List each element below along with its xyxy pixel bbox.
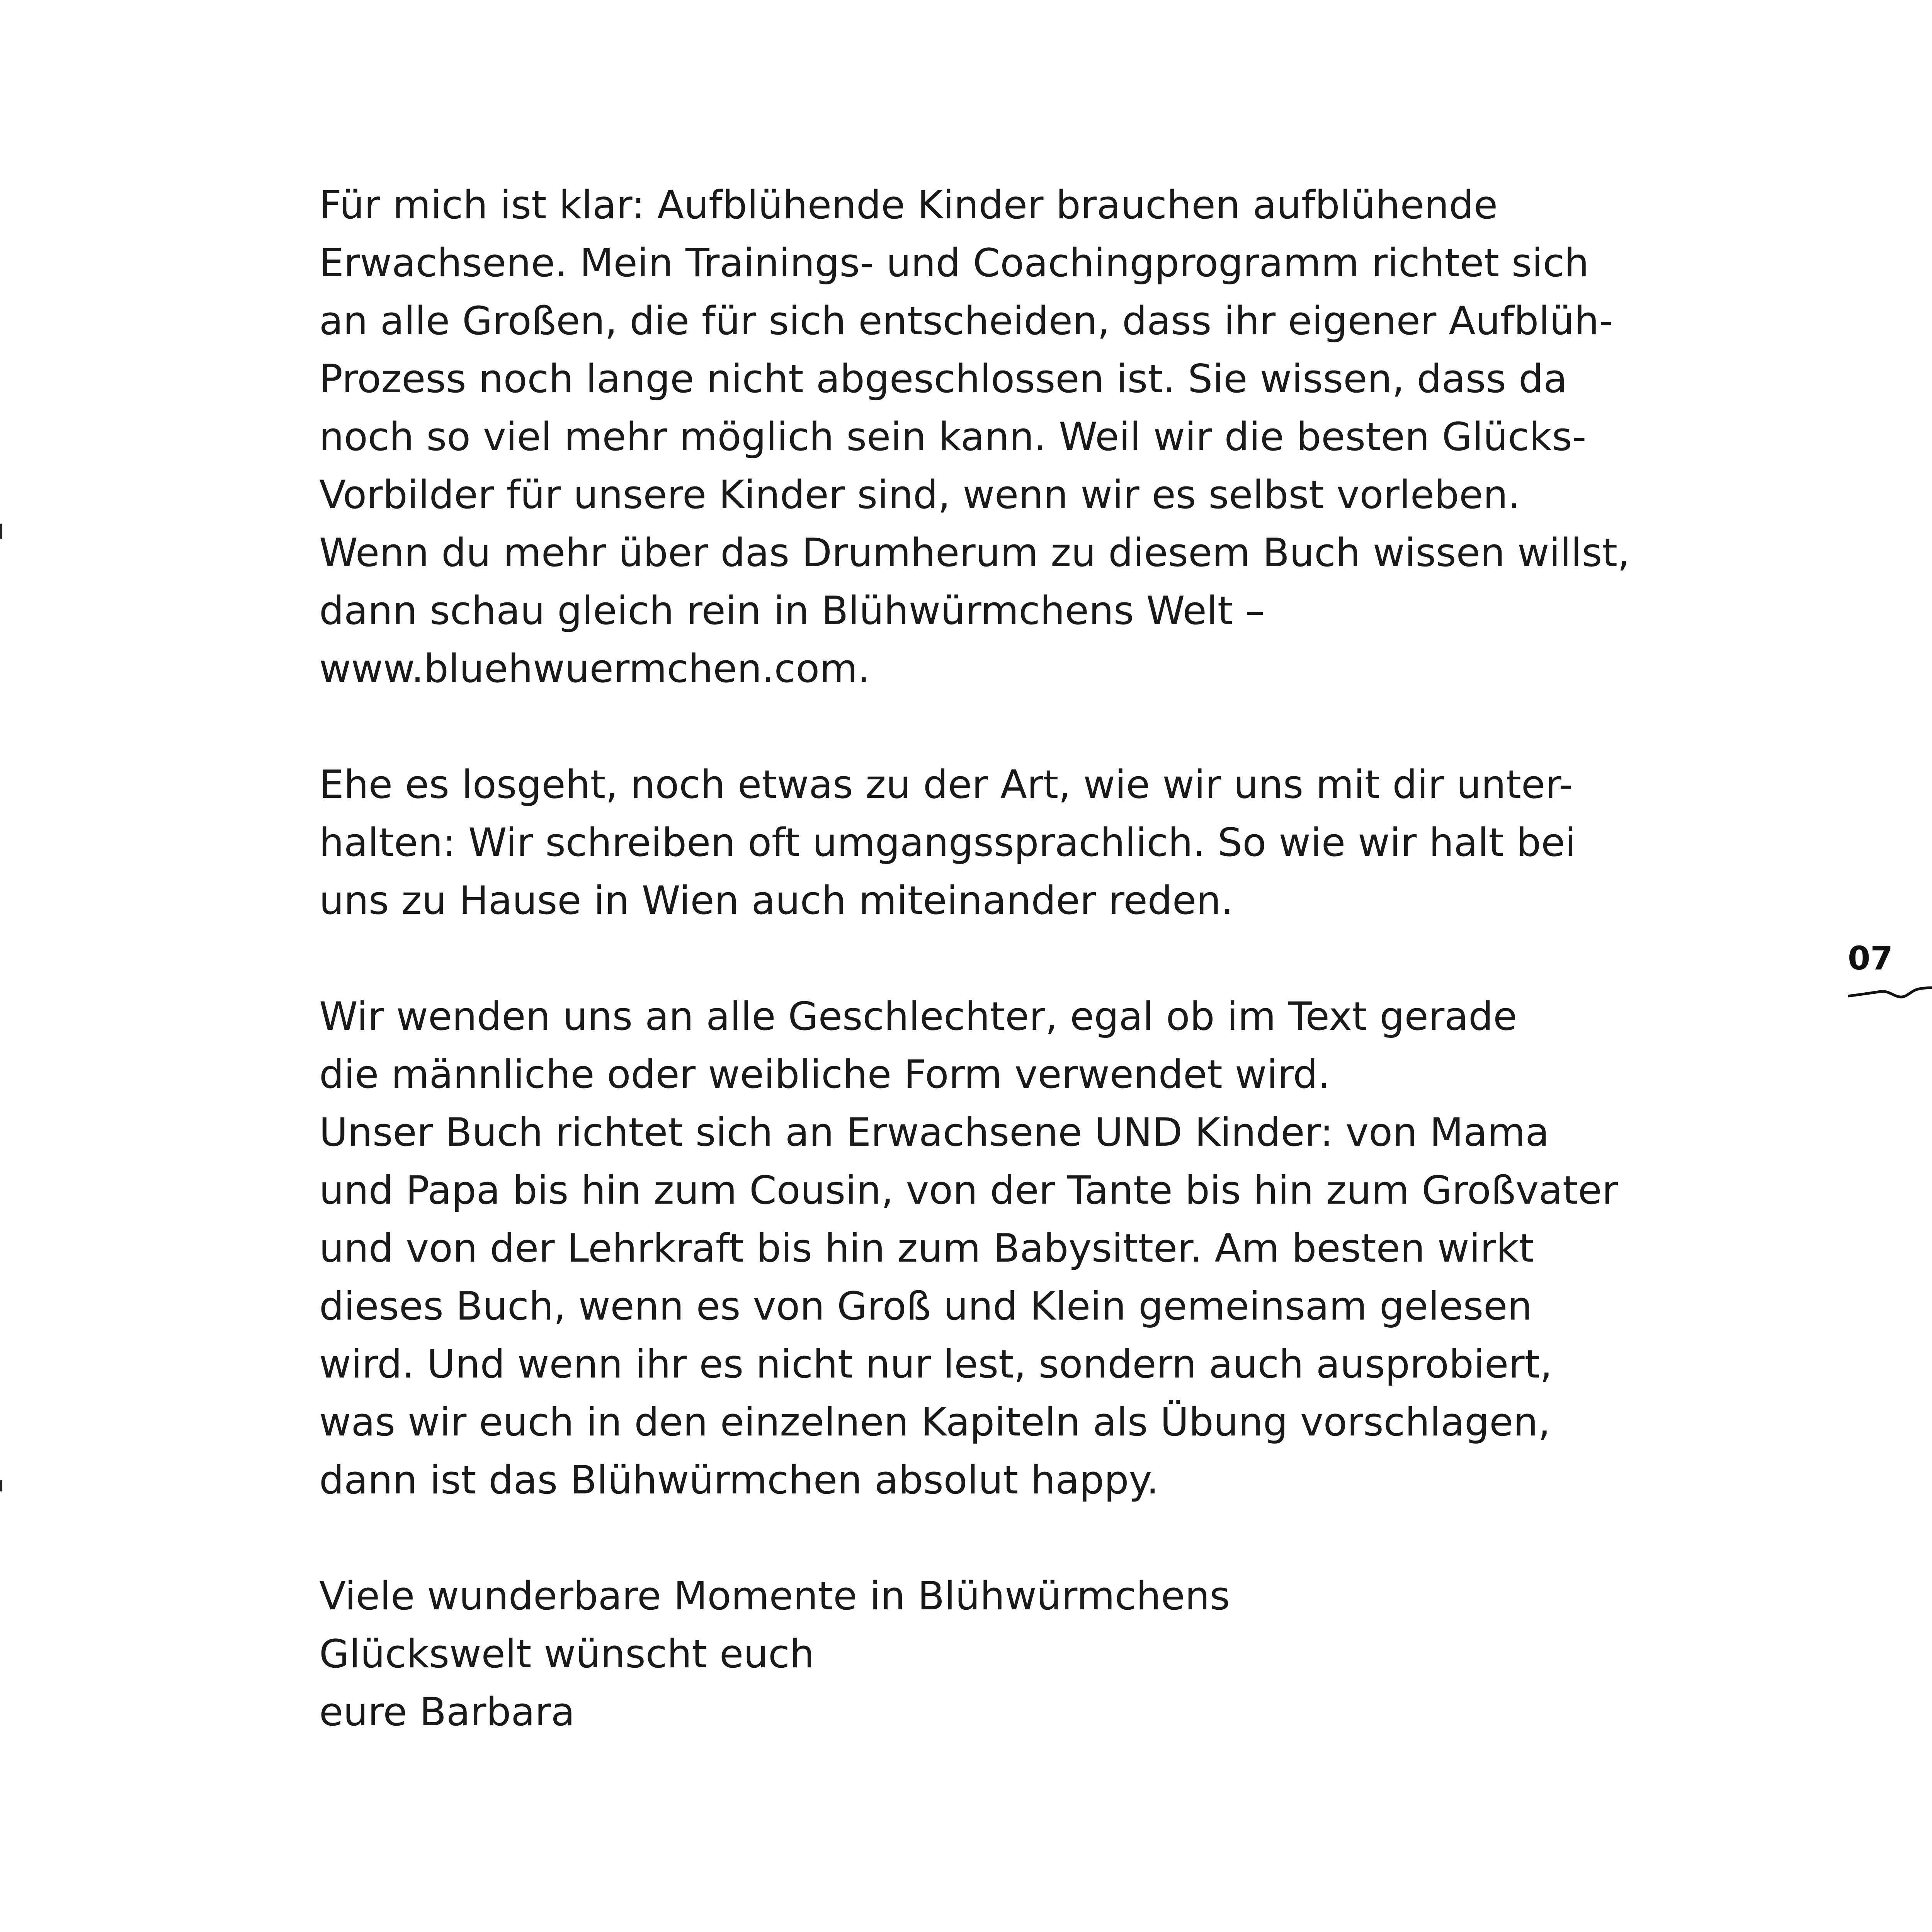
text-line: Für mich ist klar: Aufblühende Kinder brauchen aufblühende (319, 182, 1498, 228)
paragraph-audience (319, 987, 1730, 1509)
text-line: Prozess noch lange nicht abgeschlossen ist. Sie wissen, dass da (319, 356, 1568, 401)
text-line: Vorbilder für unsere Kinder sind, wenn wir es selbst vorleben. (319, 472, 1520, 517)
website-link: www.bluehwuermchen.com. (319, 646, 870, 691)
paragraph-language-note (319, 755, 1730, 929)
text-line: dieses Buch, wenn es von Groß und Klein gemeinsam gelesen (319, 1283, 1532, 1329)
text-line: Viele wunderbare Momente in Blühwürmchens (319, 1573, 1230, 1619)
text-line: was wir euch in den einzelnen Kapiteln als Übung vorschlagen, (319, 1399, 1551, 1445)
text-line: Glückswelt wünscht euch (319, 1631, 815, 1677)
body-text (319, 176, 1730, 1741)
paragraph-closing (319, 1567, 1730, 1741)
wave-line-icon (1848, 981, 1932, 1009)
paragraph-intro (319, 176, 1730, 697)
text-line: Wir wenden uns an alle Geschlechter, egal ob im Text gerade (319, 993, 1517, 1039)
edge-mark (0, 1480, 2, 1492)
text-line: die männliche oder weibliche Form verwendet wird. (319, 1051, 1330, 1097)
text-line: Wenn du mehr über das Drumherum zu diesem Buch wissen willst, (319, 530, 1630, 575)
text-line: dann ist das Blühwürmchen absolut happy. (319, 1457, 1159, 1503)
text-line: noch so viel mehr möglich sein kann. Weil wir die besten Glücks- (319, 414, 1587, 459)
text-line: dann schau gleich rein in Blühwürmchens Welt – (319, 588, 1265, 633)
signature-line: eure Barbara (319, 1689, 575, 1735)
text-line: halten: Wir schreiben oft umgangssprachlich. So wie wir halt bei (319, 820, 1576, 865)
text-line: Unser Buch richtet sich an Erwachsene UND Kinder: von Mama (319, 1109, 1549, 1155)
page-number: 07 (1848, 939, 1893, 977)
text-line: Ehe es losgeht, noch etwas zu der Art, wie wir uns mit dir unter- (319, 762, 1573, 807)
text-line: uns zu Hause in Wien auch miteinander reden. (319, 878, 1234, 923)
text-line: wird. Und wenn ihr es nicht nur lest, sondern auch ausprobiert, (319, 1341, 1553, 1387)
text-line: an alle Großen, die für sich entscheiden, dass ihr eigener Aufblüh- (319, 298, 1613, 344)
text-line: Erwachsene. Mein Trainings- und Coachingprogramm richtet sich (319, 240, 1589, 286)
edge-mark (0, 524, 2, 539)
text-line: und Papa bis hin zum Cousin, von der Tante bis hin zum Großvater (319, 1167, 1618, 1213)
text-line: und von der Lehrkraft bis hin zum Babysitter. Am besten wirkt (319, 1225, 1534, 1271)
